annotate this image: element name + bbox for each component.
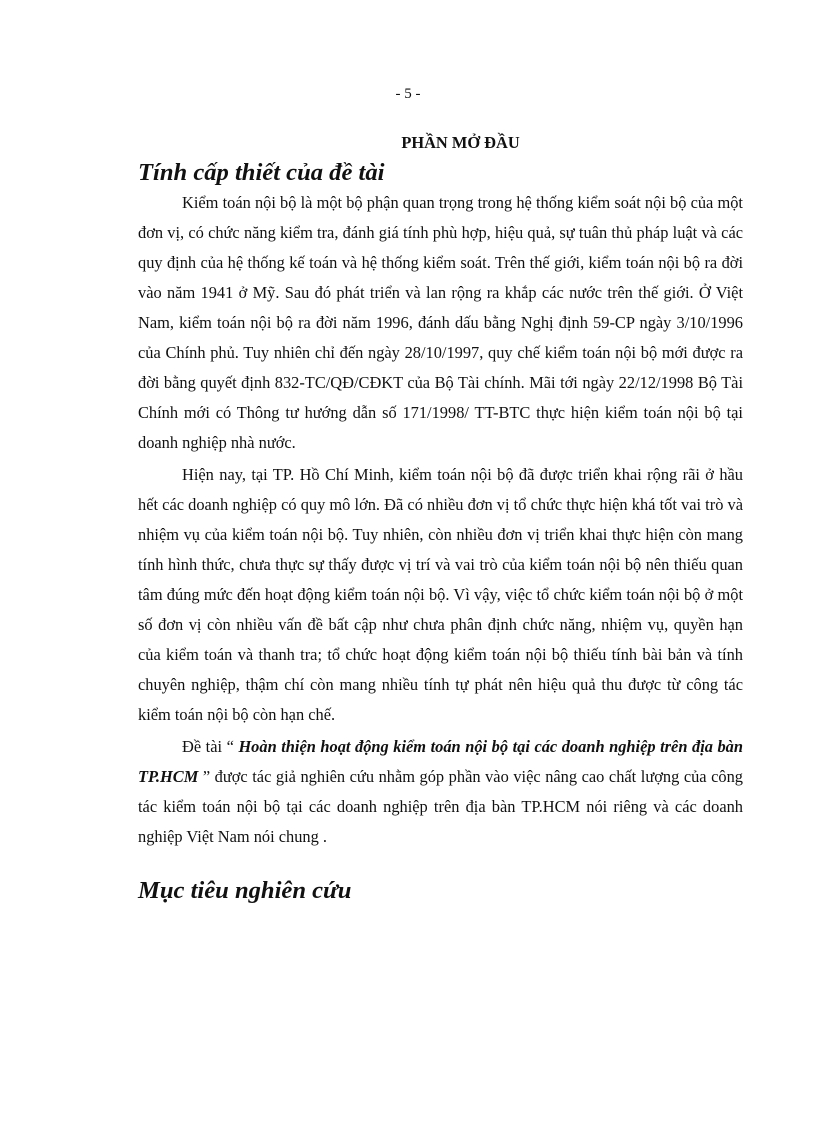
paragraph-internal-audit-history: Kiểm toán nội bộ là một bộ phận quan trọng trong hệ thống kiểm soát nội bộ của một đơn vị, có chức năng kiểm tra, đánh giá tính phù hợp, hiệu quả, sự tuân thủ pháp luật và các quy định của hệ thống kế toán và hệ thống kiểm soát. Trên thế giới, kiểm toán nội bộ ra đời vào năm 1941 ở Mỹ. Sau đó phát triển và lan rộng ra khắp các nước trên thế giới. Ở Việt Nam, kiểm toán nội bộ ra đời năm 1996, đánh dấu bằng Nghị định 59-CP ngày 3/10/1996 của Chính phủ. Tuy nhiên chỉ đến ngày 28/10/1997, quy chế kiểm toán nội bộ mới được ra đời bằng quyết định 832-TC/QĐ/CĐKT của Bộ Tài chính. Mãi tới ngày 22/12/1998 Bộ Tài Chính mới có Thông tư hướng dẫn số 171/1998/ TT-BTC thực hiện kiểm toán nội bộ tại doanh nghiệp nhà nước. bbox=[138, 193, 743, 452]
paragraph-current-situation: Hiện nay, tại TP. Hồ Chí Minh, kiểm toán nội bộ đã được triển khai rộng rãi ở hầu hết các doanh nghiệp có quy mô lớn. Đã có nhiều đơn vị tổ chức thực hiện khá tốt vai trò và nhiệm vụ của kiểm toán nội bộ. Tuy nhiên, còn nhiều đơn vị triển khai thực hiện còn mang tính hình thức, chưa thực sự thấy được vị trí và vai trò của kiểm toán nội bộ nên thiếu quan tâm đúng mức đến hoạt động kiểm toán nội bộ. Vì vậy, việc tổ chức kiểm toán nội bộ ở một số đơn vị còn nhiều vấn đề bất cập như chưa phân định chức năng, nhiệm vụ, quyền hạn của kiểm toán và thanh tra; tổ chức hoạt động kiểm toán nội bộ thiếu tính bài bản và tính chuyên nghiệp, thậm chí còn mang nhiều tính tự phát nên hiệu quả thu được từ công tác kiểm toán nội bộ còn hạn chế. bbox=[138, 465, 743, 724]
page-title: PHẦN MỞ ĐẦU bbox=[401, 133, 520, 152]
section-heading-objectives: Mục tiêu nghiên cứu bbox=[138, 877, 352, 904]
topic-title: Hoàn thiện hoạt động kiểm toán nội bộ tại các doanh nghiệp trên địa bàn TP.HCM bbox=[138, 737, 743, 786]
topic-prefix: Đề tài “ bbox=[182, 737, 239, 756]
page-number: - 5 - bbox=[395, 86, 421, 102]
topic-suffix: ” được tác giả nghiên cứu nhằm góp phần vào việc nâng cao chất lượng của công tác kiểm toán nội bộ tại các doanh nghiệp trên địa bàn TP.HCM nói riêng và các doanh nghiệp Việt Nam nói chung . bbox=[138, 767, 743, 846]
page-content bbox=[138, 128, 743, 906]
section-heading-importance: Tính cấp thiết của đề tài bbox=[138, 159, 385, 186]
paragraph-topic bbox=[138, 732, 743, 852]
